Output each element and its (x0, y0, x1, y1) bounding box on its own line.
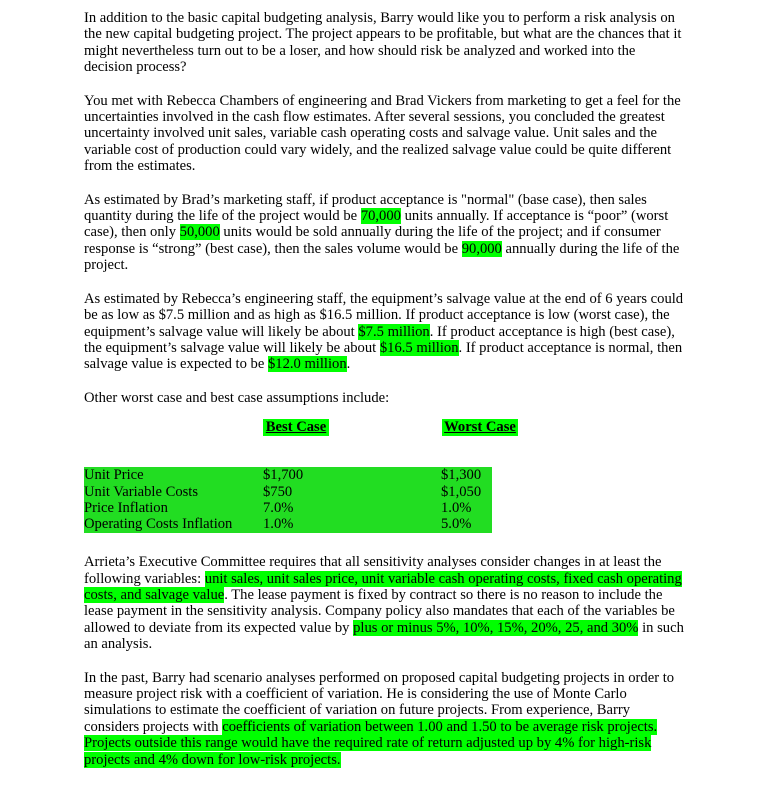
best-case-header: Best Case (263, 419, 329, 436)
best-value: 1.0% (263, 516, 294, 533)
highlight-coefficient-policy: coefficients of variation between 1.00 and 1.50 to be average risk projects. Projects outside this range would have the required rate of return adjusted up by 4% for high-risk projects and 4% down for low-risk projects. (84, 718, 658, 768)
worst-value: $1,300 (441, 467, 482, 484)
paragraph-other-assumptions: Other worst case and best case assumptions include: (84, 389, 390, 406)
document-body (84, 10, 684, 768)
text-run: As estimated by Brad’s marketing staff, if product acceptance is "normal" (base case), then sales quantity during the life of the project would be (84, 191, 647, 225)
best-case-column (263, 467, 303, 533)
row-label: Operating Costs Inflation (84, 516, 233, 533)
highlight-deviations: plus or minus 5%, 10%, 15%, 20%, 25, and 30% (353, 619, 639, 636)
best-value: $1,700 (263, 467, 304, 484)
paragraph-monte-carlo (84, 670, 684, 768)
paragraph-salvage-estimates (84, 291, 684, 373)
worst-case-header: Worst Case (442, 419, 518, 436)
text-run: . If product acceptance is normal, then salvage value is expected to be (84, 339, 683, 373)
row-label: Price Inflation (84, 499, 168, 516)
highlight-best-salvage: $16.5 million (379, 339, 459, 356)
row-labels-column (84, 467, 232, 533)
highlight-best-units: 90,000 (461, 240, 502, 257)
paragraph-sensitivity (84, 554, 684, 652)
worst-value: 1.0% (441, 499, 472, 516)
text-run: . (346, 356, 351, 373)
text-run: units would be sold annually during the life of the project; and if consumer response is “strong” (best case), then the sales volume would be (84, 224, 661, 257)
highlight-base-salvage: $12.0 million (267, 356, 347, 373)
text-run: In the past, Barry had scenario analyses performed on proposed capital budgeting projects in order to measure project risk with a coefficient of variation. He is considering the use of Monte Carlo simulations to estimate the coefficient of variation on future projects. From experience, Barry considers projects with (84, 669, 675, 735)
paragraph-sales-estimates (84, 192, 684, 274)
text-run: in such an analysis. (84, 619, 684, 653)
highlight-worst-units: 50,000 (179, 224, 220, 241)
worst-case-column (441, 467, 481, 533)
best-value: $750 (263, 483, 293, 500)
paragraph-intro: In addition to the basic capital budgeting analysis, Barry would like you to perform a risk analysis on the new capital budgeting project. The project appears to be profitable, but what are the chances that it might nevertheless turn out to be a loser, and how should risk be analyzed and worked into the decision process? (84, 10, 682, 76)
worst-value: 5.0% (441, 516, 472, 533)
text-run: . The lease payment is fixed by contract so there is no reason to include the lease payment in the sensitivity analysis. Company policy also mandates that each of the variables be allowed to deviate from its expected value by (84, 586, 675, 636)
highlight-variables: unit sales, unit sales price, unit variable cash operating costs, fixed cash operating costs, and salvage value (84, 570, 682, 603)
row-label: Unit Price (84, 467, 144, 484)
cases-table (84, 467, 684, 533)
text-run: As estimated by Rebecca’s engineering staff, the equipment’s salvage value at the end of 6 years could be as low as $7.5 million and as high as $16.5 million. If product acceptance is low (worst case), the equipment’s salvage value will likely be about (84, 290, 684, 340)
cases-header (84, 419, 684, 469)
text-run: Arrieta’s Executive Committee requires that all sensitivity analyses consider changes in at least the following variables: (84, 554, 662, 587)
highlight-worst-salvage: $7.5 million (358, 323, 430, 340)
highlight-base-units: 70,000 (360, 208, 401, 225)
paragraph-uncertainties: You met with Rebecca Chambers of engineering and Brad Vickers from marketing to get a feel for the uncertainties involved in the cash flow estimates. After several sessions, you concluded the greatest uncertainty involved unit sales, variable cash operating costs and salvage value. Unit sales and the variable cost of production could vary widely, and the realized salvage value could be quite different from the estimates. (84, 92, 681, 175)
text-run: annually during the life of the project. (84, 240, 680, 274)
row-label: Unit Variable Costs (84, 483, 199, 500)
best-value: 7.0% (263, 499, 294, 516)
text-run: units annually. If acceptance is “poor” (worst case), then only (84, 208, 669, 241)
worst-value: $1,050 (441, 483, 482, 500)
text-run: . If product acceptance is high (best case), the equipment’s salvage value will likely be about (84, 323, 675, 356)
